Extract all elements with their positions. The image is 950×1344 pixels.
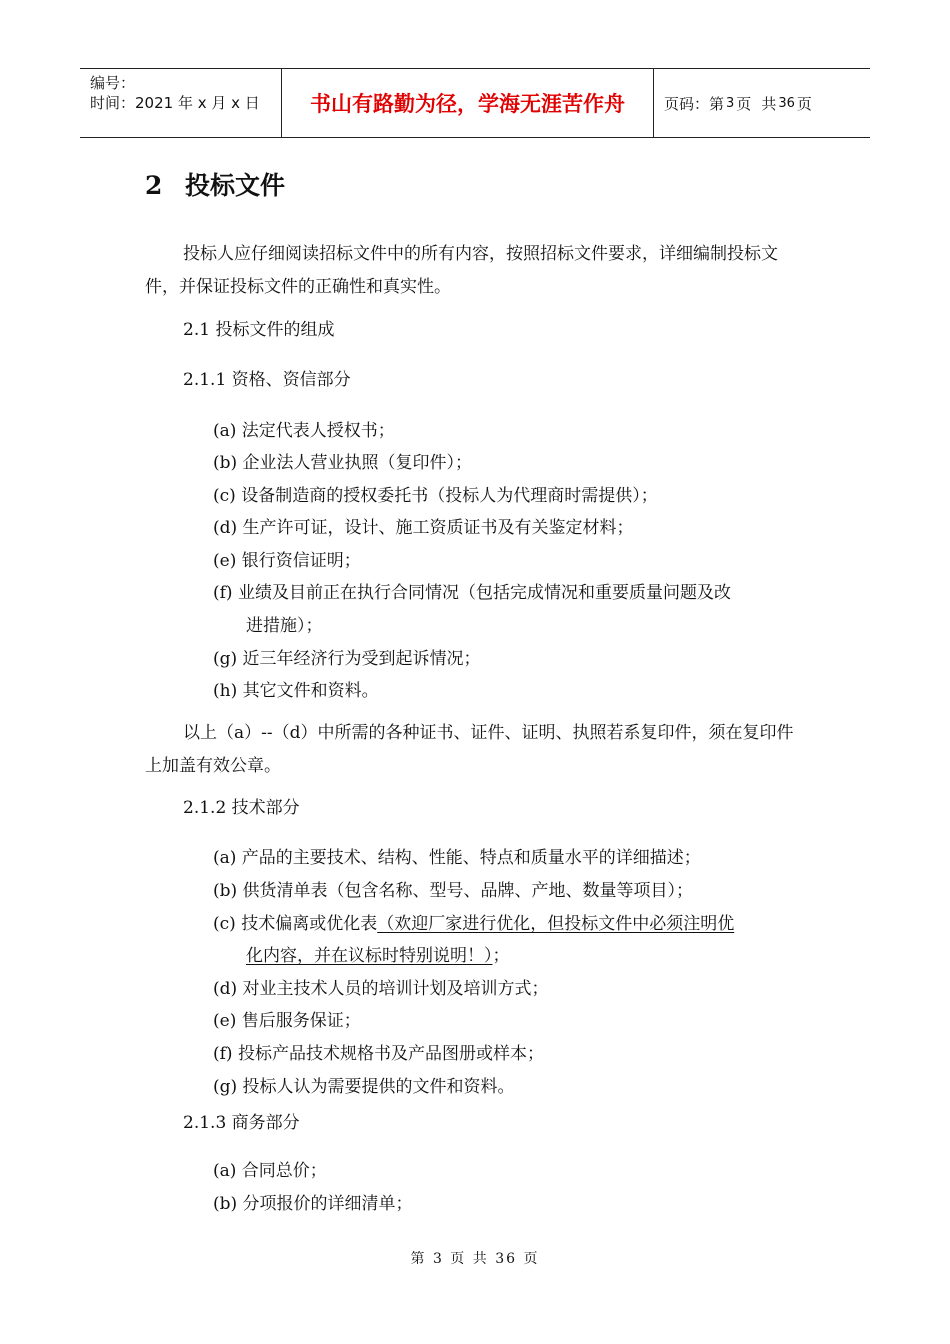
intro-paragraph: [145, 238, 810, 304]
page-current: 3: [726, 95, 735, 111]
note-paragraph: [145, 717, 810, 783]
page-suffix: 页: [796, 94, 812, 113]
list-item: (a) 法定代表人授权书；: [213, 421, 395, 441]
header-motto: 书山有路勤为径，学海无涯苦作舟: [282, 69, 654, 137]
list-item: (b) 企业法人营业执照（复印件）；: [213, 453, 473, 473]
list-item: (g) 投标人认为需要提供的文件和资料。: [213, 1077, 515, 1097]
list-item: (a) 合同总价；: [213, 1161, 327, 1181]
subheading-2-1: 2.1 投标文件的组成: [183, 320, 335, 340]
list-item: (g) 近三年经济行为受到起诉情况；: [213, 649, 481, 669]
note-text: 以上（a）--（d）中所需的各种证书、证件、证明、执照若系复印件，须在复印件上加盖有效公章。: [145, 723, 794, 776]
page-footer: 第 3 页 共 36 页: [410, 1251, 540, 1267]
header-meta-cell: [80, 69, 282, 137]
list-item-continuation: 进措施）；: [246, 616, 323, 636]
underlined-note: （欢迎厂家进行优化，但投标文件中必须注明优: [377, 914, 735, 934]
intro-text: 投标人应仔细阅读招标文件中的所有内容，按照招标文件要求，详细编制投标文件，并保证投标文件的正确性和真实性。: [145, 244, 778, 297]
list-item: (f) 业绩及目前正在执行合同情况（包括完成情况和重要质量问题及改: [213, 583, 731, 603]
list-item: (e) 银行资信证明；: [213, 551, 361, 571]
doc-time-label: 时间：2021 年 x 月 x 日: [90, 94, 260, 112]
page-total-prefix: 共: [761, 94, 777, 113]
list-item-continuation: [246, 945, 510, 967]
list-item-lead: (c) 技术偏离或优化表: [213, 914, 378, 934]
list-item: [213, 913, 734, 935]
page-prefix: 页码：第: [664, 94, 725, 113]
list-item: (d) 生产许可证，设计、施工资质证书及有关鉴定材料；: [213, 518, 634, 538]
list-item: (b) 分项报价的详细清单；: [213, 1194, 413, 1214]
underlined-note-cont: 化内容，并在议标时特别说明！）: [246, 946, 493, 966]
list-item: (f) 投标产品技术规格书及产品图册或样本；: [213, 1044, 544, 1064]
list-item: (b) 供货清单表（包含名称、型号、品牌、产地、数量等项目）；: [213, 881, 694, 901]
page-header: [80, 68, 870, 138]
list-item: (h) 其它文件和资料。: [213, 681, 379, 701]
subheading-2-1-3: 2.1.3 商务部分: [183, 1113, 300, 1133]
list-item: (e) 售后服务保证；: [213, 1011, 361, 1031]
list-item-tail: ；: [492, 946, 510, 966]
page-mid: 页: [736, 94, 752, 113]
page-total: 36: [778, 95, 795, 111]
list-item: (d) 对业主技术人员的培训计划及培训方式；: [213, 979, 549, 999]
section-number: 2: [145, 171, 163, 200]
subheading-2-1-2: 2.1.2 技术部分: [183, 798, 300, 818]
header-page-info: [654, 69, 870, 137]
section-title: 投标文件: [185, 171, 286, 200]
list-item: (a) 产品的主要技术、结构、性能、特点和质量水平的详细描述；: [213, 848, 701, 868]
subheading-2-1-1: 2.1.1 资格、资信部分: [183, 370, 351, 390]
list-item: (c) 设备制造商的授权委托书（投标人为代理商时需提供）；: [213, 486, 658, 506]
section-heading: [145, 166, 285, 202]
doc-number-label: 编号：: [90, 74, 136, 92]
